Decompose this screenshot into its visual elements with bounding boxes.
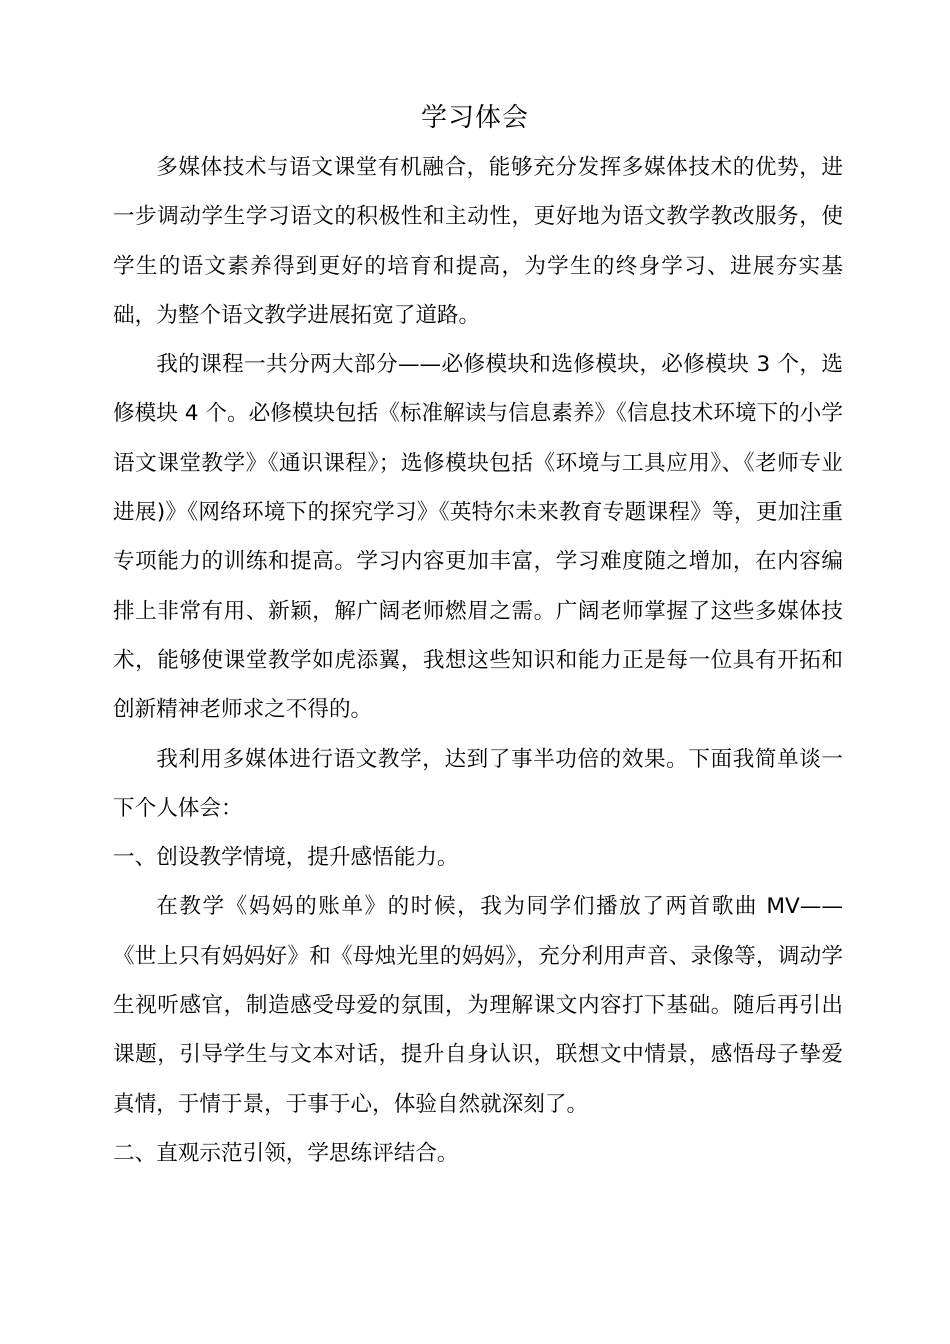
paragraph-experience-intro: 我利用多媒体进行语文教学，达到了事半功倍的效果。下面我简单谈一下个人体会： xyxy=(113,746,843,821)
document-title: 学习体会 xyxy=(420,103,529,133)
document-body xyxy=(113,143,843,1178)
section-heading-2: 二、直观示范引领，学思练评结合。 xyxy=(113,1140,459,1166)
paragraph-intro: 多媒体技术与语文课堂有机融合，能够充分发挥多媒体技术的优势，进一步调动学生学习语文的积极性和主动性，更好地为语文教学教改服务，使学生的语文素养得到更好的培育和提高，为学生的终身学习、进展夯实基础，为整个语文教学进展拓宽了道路。 xyxy=(113,155,843,328)
paragraph-section-1: 在教学《妈妈的账单》的时候，我为同学们播放了两首歌曲 MV——《世上只有妈妈好》和《母烛光里的妈妈》，充分利用声音、录像等，调动学生视听感官，制造感受母爱的氛围，为理解课文内容打下基础。随后再引出课题，引导学生与文本对话，提升自身认识，联想文中情景，感悟母子挚爱真情，于情于景，于事于心，体验自然就深刻了。 xyxy=(113,894,843,1117)
paragraph-course-structure: 我的课程一共分两大部分——必修模块和选修模块，必修模块 3 个，选修模块 4 个。必修模块包括《标准解读与信息素养》《信息技术环境下的小学语文课堂教学》《通识课程》；选修模块包括《环境与工具应用》、《老师专业进展)》《网络环境下的探究学习》《英特尔未来教育专题课程》等，更加注重专项能力的训练和提高。学习内容更加丰富，学习难度随之增加，在内容编排上非常有用、新颖，解广阔老师燃眉之需。广阔老师掌握了这些多媒体技术，能够使课堂教学如虎添翼，我想这些知识和能力正是每一位具有开拓和创新精神老师求之不得的。 xyxy=(113,352,843,723)
section-heading-1: 一、创设教学情境，提升感悟能力。 xyxy=(113,845,459,871)
